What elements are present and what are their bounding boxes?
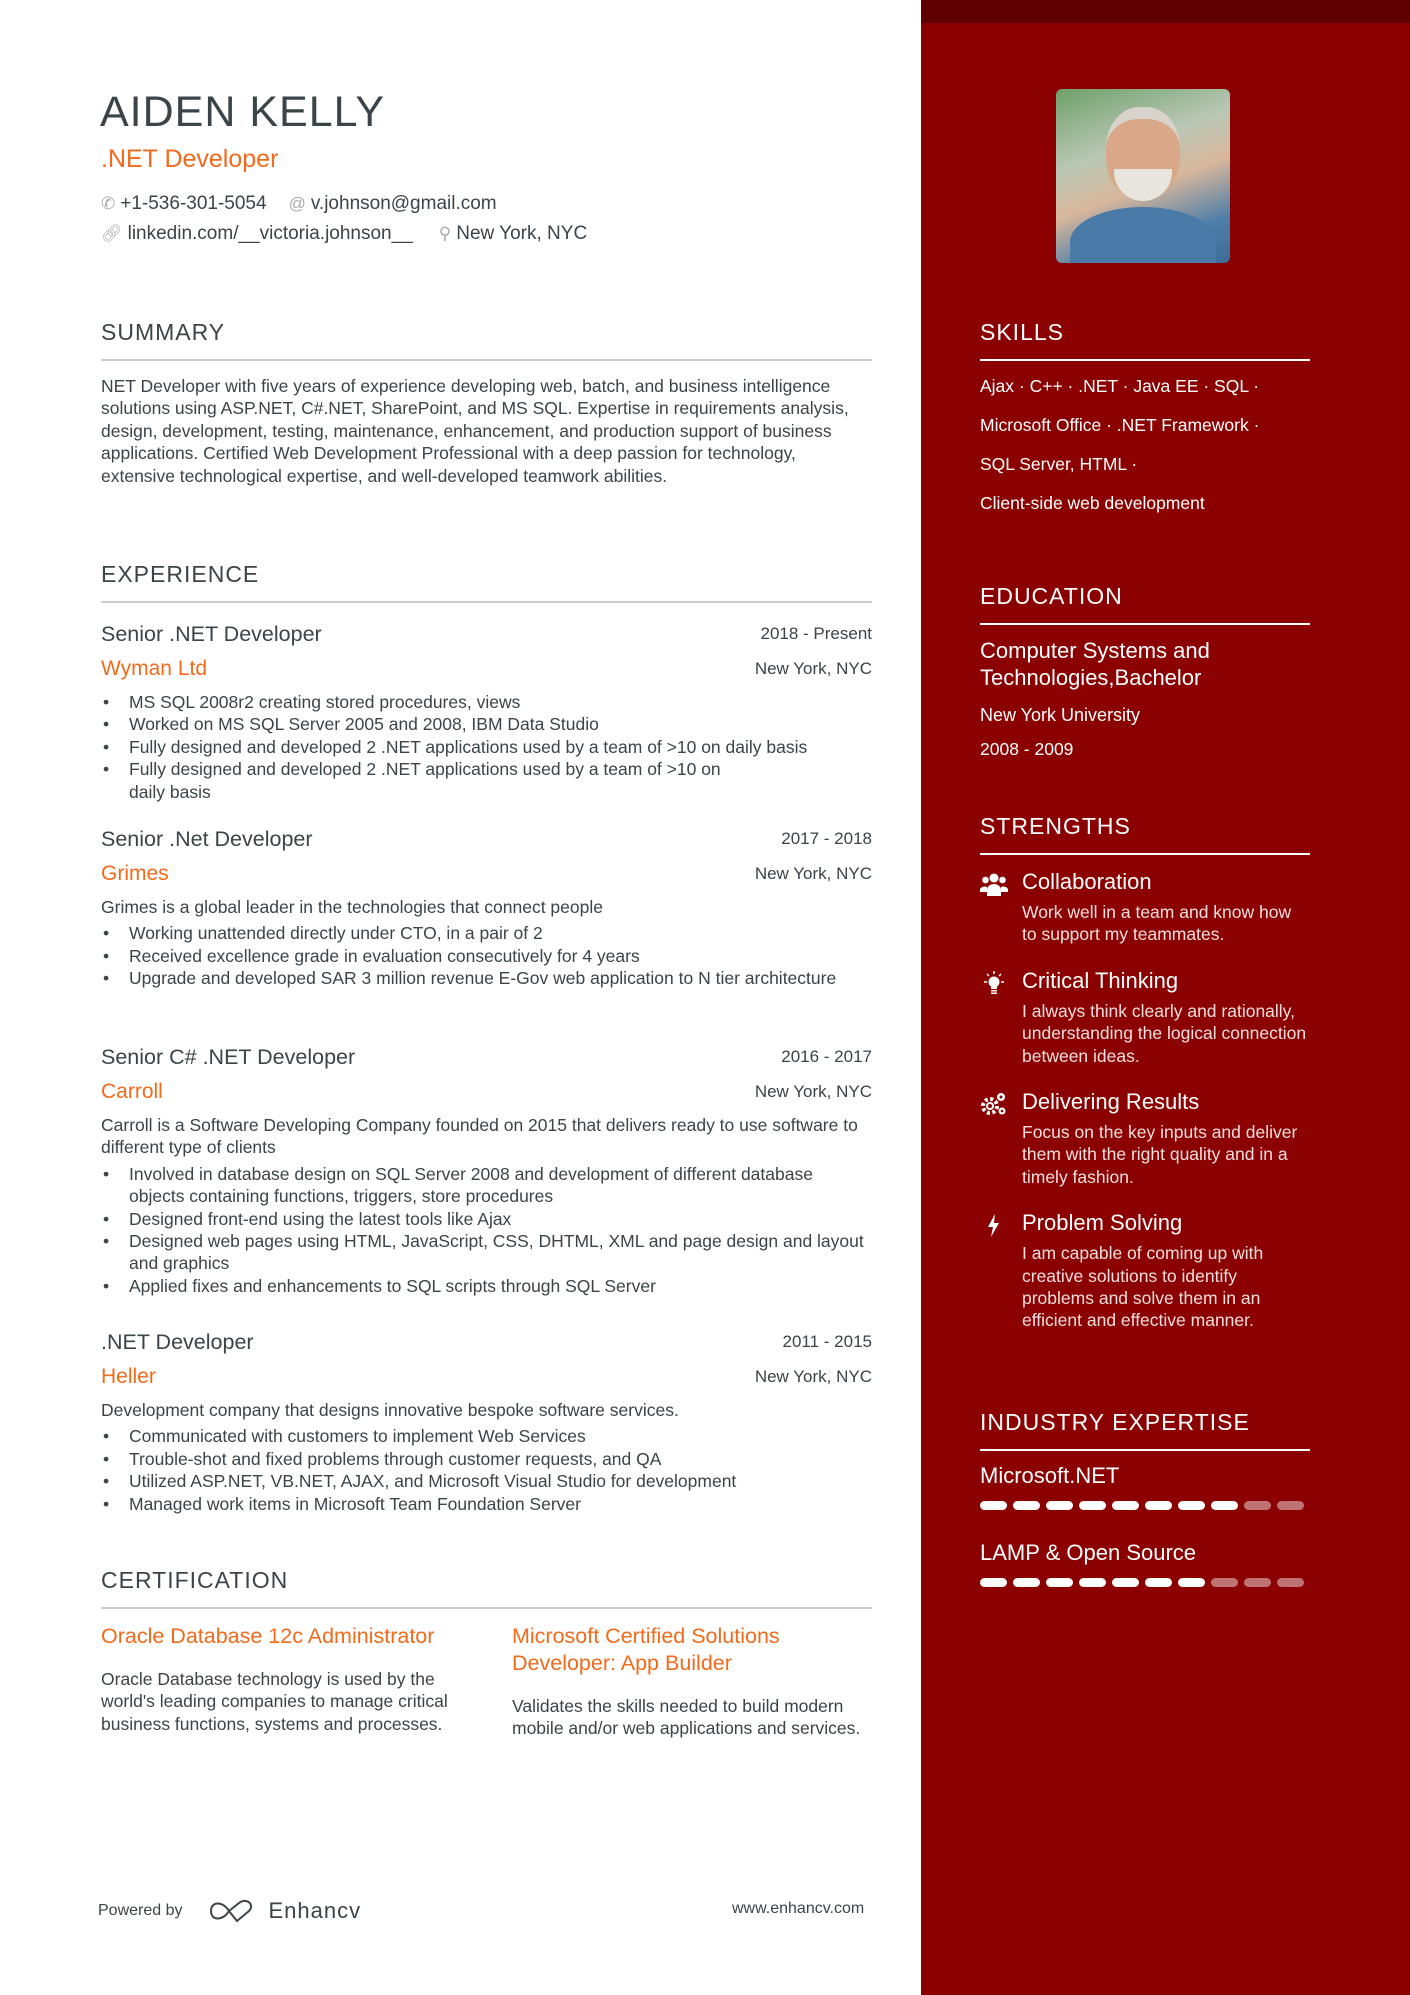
strengths-section xyxy=(980,813,1310,1332)
location xyxy=(439,223,587,245)
contact-row-1 xyxy=(101,193,497,215)
job-bullets xyxy=(101,922,872,989)
certification-text: Oracle Database technology is used by the world's leading companies to manage critical business functions, systems and processes. xyxy=(101,1669,448,1734)
level-dot xyxy=(1211,1578,1238,1587)
strength-name: Collaboration xyxy=(1022,869,1152,894)
job-bullet: • Worked on MS SQL Server 2005 and 2008, IBM Data Studio xyxy=(101,713,872,735)
divider xyxy=(980,853,1310,855)
level-dot xyxy=(1112,1501,1139,1510)
skills-line: Microsoft Office · .NET Framework · xyxy=(980,415,1260,435)
industry-expertise-section xyxy=(980,1409,1310,1617)
gears-icon xyxy=(980,1090,1008,1118)
level-dot xyxy=(1178,1501,1205,1510)
job-entry xyxy=(101,1325,872,1515)
level-dot xyxy=(1211,1501,1238,1510)
level-dot xyxy=(1013,1501,1040,1510)
link-icon: 🔗︎ xyxy=(101,224,123,243)
certification-text: Validates the skills needed to build modern mobile and/or web applications and services. xyxy=(512,1696,861,1739)
strength-description: I always think clearly and rationally, understanding the logical connection between ideas. xyxy=(1022,1000,1307,1066)
lightbulb-icon xyxy=(980,969,1008,997)
certification-item xyxy=(101,1623,461,1740)
skills-line: SQL Server, HTML · xyxy=(980,454,1138,474)
job-bullet: • Communicated with customers to implement Web Services xyxy=(101,1425,872,1447)
job-bullets xyxy=(101,691,872,803)
strength-description: Focus on the key inputs and deliver them with the right quality and in a timely fashion. xyxy=(1022,1122,1298,1187)
experience-section xyxy=(101,561,872,603)
expertise-item xyxy=(980,1540,1310,1587)
bolt-icon xyxy=(980,1211,1008,1239)
job-title: Senior .Net Developer xyxy=(101,826,313,851)
summary-text: NET Developer with five years of experience developing web, batch, and business intelligence solutions using ASP.NET, C#.NET, SharePoint, and MS SQL. Expertise in requirements analysis, design, development, testing, maintenance, enhancement, and production support of business applications. Certified Web Development Professional with a deep passion for technology, extensive technological expertise, and well-developed teamwork abilities. xyxy=(101,376,849,486)
job-bullet: • Designed front-end using the latest tools like Ajax xyxy=(101,1208,872,1230)
job-dates: 2017 - 2018 xyxy=(781,829,872,848)
divider xyxy=(980,623,1310,625)
job-bullet: • MS SQL 2008r2 creating stored procedures, views xyxy=(101,691,872,713)
divider xyxy=(980,359,1310,361)
job-bullet: • Working unattended directly under CTO, in a pair of 2 xyxy=(101,922,872,944)
email[interactable] xyxy=(289,193,497,215)
enhancv-wordmark: Enhancv xyxy=(268,1898,362,1923)
job-bullets xyxy=(101,1425,872,1515)
divider xyxy=(101,601,872,603)
photo-shirt xyxy=(1070,207,1216,263)
degree: Computer Systems and Technologies,Bachelor xyxy=(980,638,1210,690)
job-location: New York, NYC xyxy=(754,1082,872,1101)
enhancv-logo-icon xyxy=(209,1899,257,1923)
footer-branding xyxy=(98,1898,361,1924)
at-icon: @ xyxy=(288,194,306,213)
job-bullet: • Involved in database design on SQL Server 2008 and development of different database objects containing functions, triggers, store procedures xyxy=(101,1163,872,1208)
expertise-level xyxy=(980,1501,1310,1510)
job-bullet: • Upgrade and developed SAR 3 million revenue E-Gov web application to N tier architecture xyxy=(101,967,872,989)
job-bullet: • Designed web pages using HTML, JavaScript, CSS, DHTML, XML and page design and layout and graphics xyxy=(101,1230,872,1275)
level-dot xyxy=(1277,1501,1304,1510)
section-heading: EDUCATION xyxy=(980,583,1123,609)
powered-by-label: Powered by xyxy=(98,1902,183,1919)
job-location: New York, NYC xyxy=(754,659,872,678)
level-dot xyxy=(1046,1501,1073,1510)
contact-row-2 xyxy=(101,223,587,245)
expertise-item xyxy=(980,1463,1310,1510)
level-dot xyxy=(1079,1501,1106,1510)
strength-item xyxy=(980,867,1310,946)
company-name: Carroll xyxy=(101,1080,163,1103)
company-name: Heller xyxy=(101,1365,156,1388)
level-dot xyxy=(1013,1578,1040,1587)
education-dates: 2008 - 2009 xyxy=(980,739,1074,759)
job-entry xyxy=(101,617,872,803)
education-section xyxy=(980,583,1310,760)
job-location: New York, NYC xyxy=(754,864,872,883)
company-description: Carroll is a Software Developing Company founded on 2015 that delivers ready to use software to different type of clients xyxy=(101,1115,858,1158)
location-text: New York, NYC xyxy=(456,223,588,244)
profile-photo xyxy=(1056,89,1230,263)
footer-url[interactable]: www.enhancv.com xyxy=(732,1900,865,1917)
job-location: New York, NYC xyxy=(754,1367,872,1386)
job-title: Senior .NET Developer xyxy=(101,621,322,646)
job-bullet: • Utilized ASP.NET, VB.NET, AJAX, and Microsoft Visual Studio for development xyxy=(101,1470,872,1492)
linkedin-text[interactable]: linkedin.com/__victoria.johnson__ xyxy=(127,223,413,244)
candidate-title: .NET Developer xyxy=(101,145,279,173)
level-dot xyxy=(1145,1501,1172,1510)
section-heading: EXPERIENCE xyxy=(101,561,260,587)
expertise-level xyxy=(980,1578,1310,1587)
job-title: Senior C# .NET Developer xyxy=(101,1044,356,1069)
level-dot xyxy=(1277,1578,1304,1587)
level-dot xyxy=(980,1501,1007,1510)
school: New York University xyxy=(980,705,1141,725)
level-dot xyxy=(1079,1578,1106,1587)
phone-text: +1-536-301-5054 xyxy=(120,193,267,214)
section-heading: SUMMARY xyxy=(101,319,226,345)
strength-name: Critical Thinking xyxy=(1022,967,1179,993)
sidebar-top-band xyxy=(921,0,1410,23)
level-dot xyxy=(1244,1578,1271,1587)
job-bullets xyxy=(101,1163,872,1297)
candidate-name: AIDEN KELLY xyxy=(100,88,386,136)
phone-icon: ✆ xyxy=(101,194,116,213)
divider xyxy=(101,1607,872,1609)
strength-description: Work well in a team and know how to support my teammates. xyxy=(1022,902,1292,945)
divider xyxy=(101,359,872,361)
level-dot xyxy=(980,1578,1007,1587)
certification-title: Oracle Database 12c Administrator xyxy=(101,1624,435,1648)
section-heading: SKILLS xyxy=(980,319,1064,345)
phone xyxy=(101,193,267,215)
company-name: Grimes xyxy=(101,862,169,885)
section-heading: INDUSTRY EXPERTISE xyxy=(980,1409,1250,1435)
job-bullet: • Managed work items in Microsoft Team Foundation Server xyxy=(101,1493,872,1515)
company-name: Wyman Ltd xyxy=(101,657,208,680)
section-heading: CERTIFICATION xyxy=(101,1567,289,1593)
strength-item xyxy=(980,966,1310,1067)
job-bullet: • Fully designed and developed 2 .NET applications used by a team of >10 on daily basis xyxy=(101,736,872,758)
certification-section xyxy=(101,1567,872,1740)
level-dot xyxy=(1178,1578,1205,1587)
certification-title: Microsoft Certified Solutions Developer: App Builder xyxy=(512,1624,780,1675)
strength-name: Delivering Results xyxy=(1022,1089,1200,1115)
company-description: Grimes is a global leader in the technologies that connect people xyxy=(101,897,603,917)
photo-beard xyxy=(1114,169,1172,201)
strength-item xyxy=(980,1087,1310,1188)
level-dot xyxy=(1145,1578,1172,1587)
job-bullet: • Applied fixes and enhancements to SQL scripts through SQL Server xyxy=(101,1275,872,1297)
job-dates: 2011 - 2015 xyxy=(782,1332,872,1351)
summary-section xyxy=(101,319,872,487)
section-heading: STRENGTHS xyxy=(980,813,1131,839)
job-entry xyxy=(101,1040,872,1297)
certification-item xyxy=(512,1623,872,1740)
enhancv-logo[interactable] xyxy=(209,1898,362,1924)
level-dot xyxy=(1244,1501,1271,1510)
job-dates: 2018 - Present xyxy=(760,624,872,643)
skills-line: Ajax · C++ · .NET · Java EE · SQL · xyxy=(980,376,1260,396)
job-bullet: • Trouble-shot and fixed problems through customer requests, and QA xyxy=(101,1448,872,1470)
strength-item xyxy=(980,1208,1310,1332)
skills-section xyxy=(980,319,1310,523)
divider xyxy=(980,1449,1310,1451)
expertise-name: Microsoft.NET xyxy=(980,1463,1120,1488)
expertise-name: LAMP & Open Source xyxy=(980,1540,1197,1565)
job-bullet: • Received excellence grade in evaluation consecutively for 4 years xyxy=(101,945,872,967)
level-dot xyxy=(1112,1578,1139,1587)
strength-description: I am capable of coming up with creative solutions to identify problems and solve them in an efficient and effective manner. xyxy=(1022,1243,1264,1331)
job-bullet: • Fully designed and developed 2 .NET applications used by a team of >10 on daily basis xyxy=(101,758,721,803)
job-dates: 2016 - 2017 xyxy=(781,1047,872,1066)
level-dot xyxy=(1046,1578,1073,1587)
linkedin[interactable] xyxy=(101,223,413,245)
strength-name: Problem Solving xyxy=(1022,1210,1183,1236)
company-description: Development company that designs innovative bespoke software services. xyxy=(101,1400,679,1420)
location-pin-icon: ⚲ xyxy=(438,224,452,243)
people-icon xyxy=(980,870,1008,898)
job-entry xyxy=(101,822,872,990)
email-text[interactable]: v.johnson@gmail.com xyxy=(310,193,497,214)
job-title: .NET Developer xyxy=(101,1329,254,1354)
skills-line: Client-side web development xyxy=(980,493,1205,513)
